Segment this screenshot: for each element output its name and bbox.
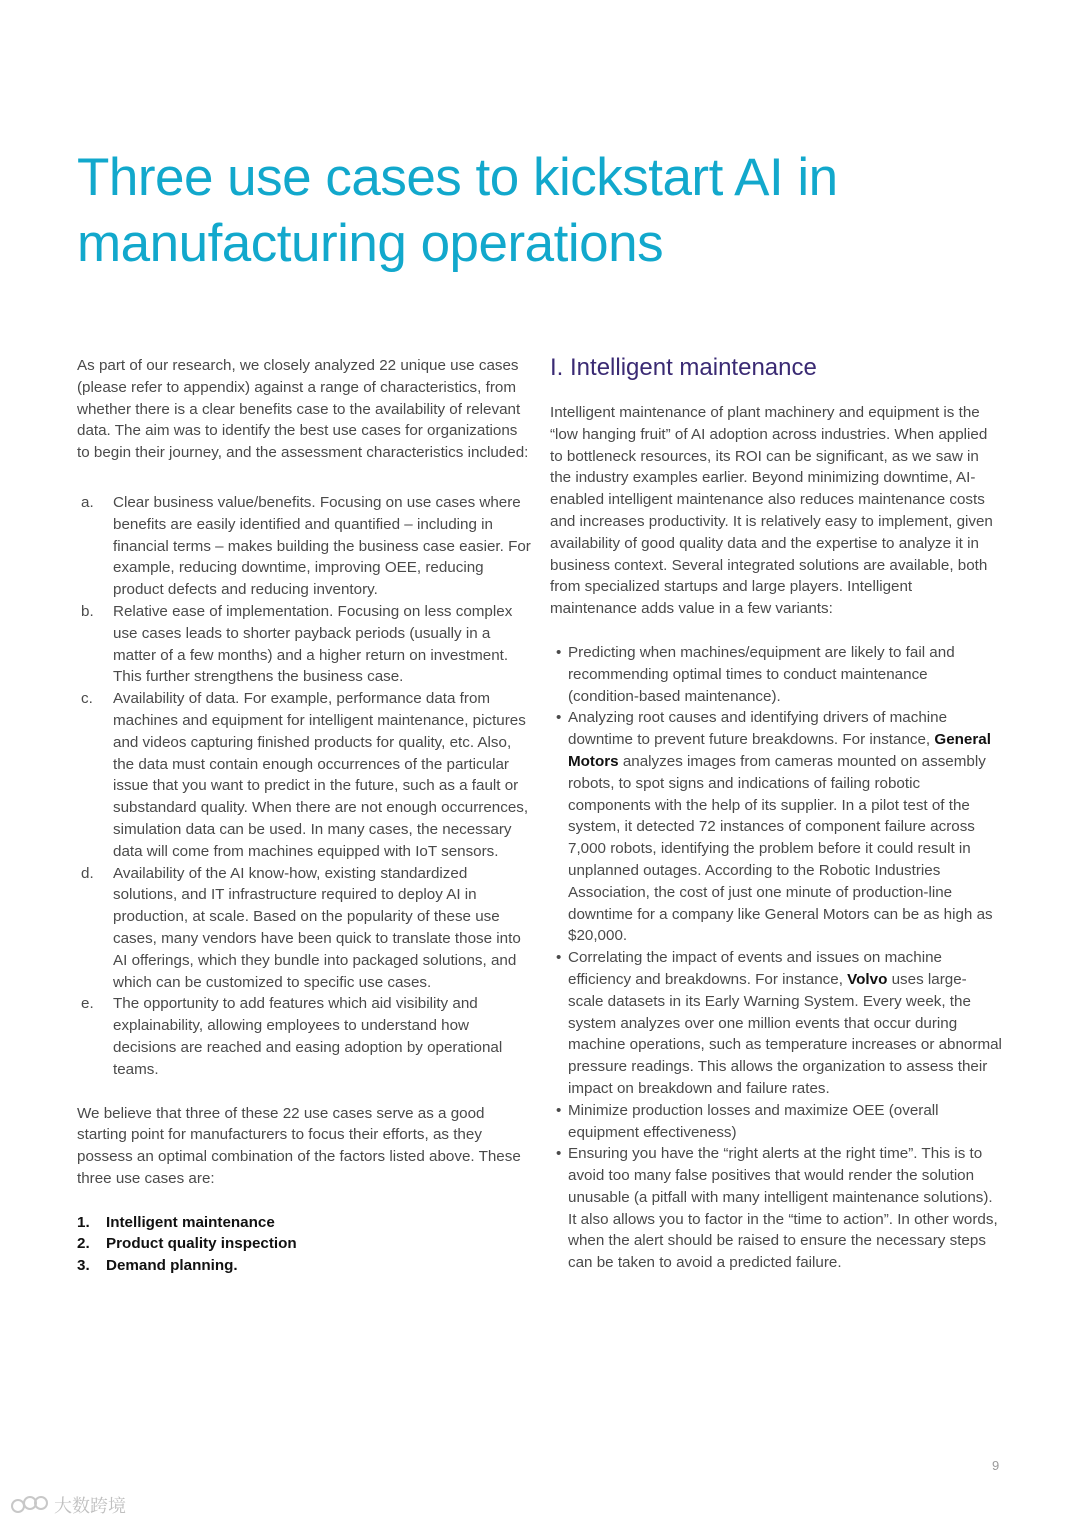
bullet-icon: • [556, 709, 562, 727]
list-item: 2. Product quality inspection [77, 1235, 297, 1253]
bullet-icon: • [556, 1145, 562, 1163]
list-item: c. Availability of data. For example, performance data from machines and equipment for intelligent maintenance, pictures and videos capturing finished products for quality, etc. Also, the data must contain enough occurrences of the particular issue that you want to predict in the future, such as a fault or substandard quality. When there are not enough occurrences, simulation data can be used. In many cases, the necessary data will come from machines equipped with IoT sensors. [81, 690, 529, 860]
list-item: • Predicting when machines/equipment are likely to fail and recommending optimal times to conduct maintenance (condition-based maintenance). [550, 642, 1002, 707]
list-item: • Minimize production losses and maximize OEE (overall equipment effectiveness) [550, 1100, 1002, 1144]
use-case-list [77, 1212, 532, 1277]
section-paragraph: Intelligent maintenance of plant machinery and equipment is the “low hanging fruit” of AI adoption across industries. When applied to bottleneck resources, its ROI can be significant, as we saw in the industry examples earlier. Beyond minimizing downtime, AI-enabled intelligent maintenance also reduces maintenance costs and increases productivity. It is relatively easy to implement, given availability of good quality data and the expertise to analyze it in business context. Several integrated solutions are available, both from specialized startups and large players. Intelligent maintenance adds value in a few variants: [550, 404, 993, 618]
criteria-list [77, 492, 532, 1081]
page-title: Three use cases to kickstart AI in manufacturing operations [77, 148, 838, 273]
list-item: d. Availability of the AI know-how, existing standardized solutions, and IT infrastructure required to deploy AI in production, at scale. Based on the popularity of these use cases, many vendors have been quick to translate those into AI offerings, which they bundle into packaged solutions, and which can be customized to specific use cases. [81, 864, 521, 991]
list-item: 1. Intelligent maintenance [77, 1213, 275, 1231]
variant-list [550, 642, 1002, 1274]
page-number: 9 [992, 1458, 1000, 1473]
list-item: e. The opportunity to add features which aid visibility and explainability, allowing employees to understand how decisions are reached and easing adoption by operational teams. [81, 995, 503, 1078]
list-item: b. Relative ease of implementation. Focusing on less complex use cases leads to shorter payback periods (usually in a matter of a few months) and a higher return on investment. This further strengthens the business case. [81, 602, 513, 686]
bullet-icon: • [556, 949, 562, 967]
conclusion-paragraph: We believe that three of these 22 use cases serve as a good starting point for manufacturers to focus their efforts, as they possess an optimal combination of the factors listed above. These three use cases are: [77, 1104, 521, 1187]
bullet-icon: • [556, 1101, 562, 1119]
right-column [550, 350, 1002, 1274]
watermark-text: 大数跨境 [54, 1496, 126, 1516]
list-item: • Ensuring you have the “right alerts at the right time”. This is to avoid too many false positives that would render the solution unusable (a pitfall with many intelligent maintenance solutions). It also allows you to factor in the “time to action”. In other words, when the alert should be raised to ensure the necessary steps can be taken to avoid a predicted failure. [550, 1143, 1002, 1274]
list-item: • Correlating the impact of events and issues on machine efficiency and breakdowns. For instance, Volvo uses large-scale datasets in its Early Warning System. Every week, the system analyzes over one million events that occur during machine operations, such as temperature increases or abnormal pressure readings. This allows the organization to assess their impact on breakdown and failure rates. [550, 947, 1002, 1100]
intro-paragraph: As part of our research, we closely analyzed 22 unique use cases (please refer to appendix) against a range of characteristics, from whether there is a clear benefits case to the availability of relevant data. The aim was to identify the best use cases for organizations to begin their journey, and the assessment characteristics included: [77, 357, 529, 462]
list-item: a. Clear business value/benefits. Focusing on use cases where benefits are easily identified and quantified – including in financial terms – makes building the business case easier. For example, reducing downtime, improving OEE, reducing product defects and reducing inventory. [81, 493, 531, 599]
bullet-icon: • [556, 643, 562, 661]
company-name: General Motors [568, 731, 991, 770]
list-item: • Analyzing root causes and identifying drivers of machine downtime to prevent future breakdowns. For instance, General Motors analyzes images from cameras mounted on assembly robots, to spot signs and indications of failing robotic components with the help of its supplier. In a pilot test of the system, it detected 72 instances of component failure across 7,000 robots, identifying the problem before it could result in unplanned outages. According to the Robotic Industries Association, the cost of just one minute of production-line downtime for a company like General Motors can be as high as $20,000. [550, 707, 1002, 947]
watermark [10, 1492, 126, 1518]
list-item: 3. Demand planning. [77, 1257, 238, 1275]
watermark-logo-icon [10, 1493, 50, 1517]
company-name: Volvo [847, 970, 888, 988]
left-column [77, 355, 532, 1277]
section-heading: I. Intelligent maintenance [550, 354, 817, 381]
